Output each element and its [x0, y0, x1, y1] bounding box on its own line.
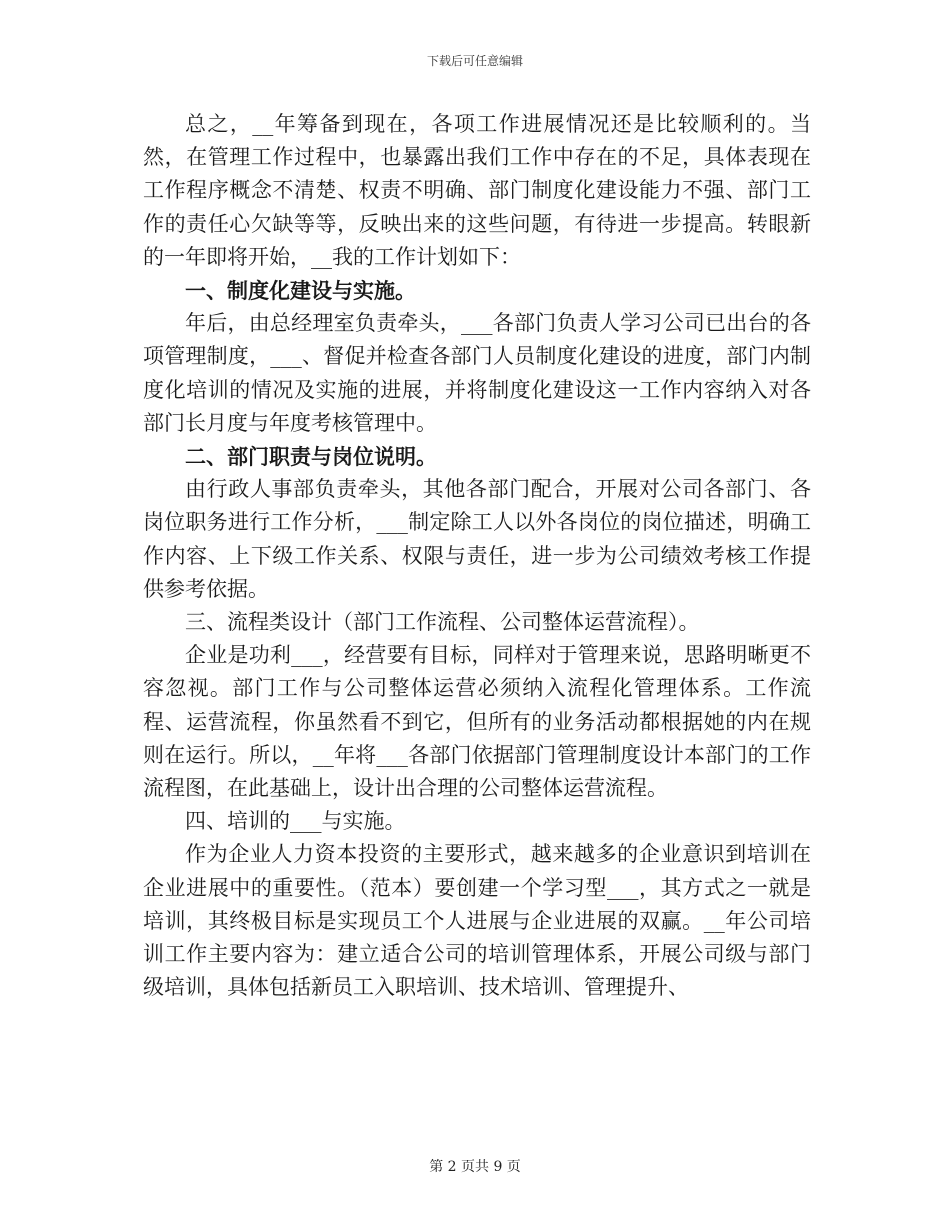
page-number: 第 2 页共 9 页 — [429, 1159, 521, 1175]
paragraph-institution: 年后，由总经理室负责牵头，___各部门负责人学习公司已出台的各项管理制度，___、督促并检查各部门人员制度化建设的进度，部门内制度化培训的情况及实施的进展，并将制度化建设这一工作内容纳入对各部门长月度与年度考核管理中。 — [143, 311, 811, 435]
document-body — [143, 108, 811, 1004]
paragraph-training: 作为企业人力资本投资的主要形式，越来越多的企业意识到培训在企业进展中的重要性。（范本）要创建一个学习型___，其方式之一就是培训，其终极目标是实现员工个人进展与企业进展的双赢。__年公司培训工作主要内容为：建立适合公司的培训管理体系，开展公司级与部门级培训，具体包括新员工入职培训、技术培训、管理提升、 — [143, 842, 811, 1000]
page-header: 下载后可任意编辑 — [426, 54, 523, 68]
section-heading-3: 三、流程类设计（部门工作流程、公司整体运营流程）。 — [185, 610, 700, 635]
section-heading-4: 四、培训的___与实施。 — [185, 809, 406, 834]
paragraph-process: 企业是功利___，经营要有目标，同样对于管理来说，思路明晰更不容忽视。部门工作与公司整体运营必须纳入流程化管理体系。工作流程、运营流程，你虽然看不到它，但所有的业务活动都根据她的内在规则在运行。所以，__年将___各部门依据部门管理制度设计本部门的工作流程图，在此基础上，设计出合理的公司整体运营流程。 — [143, 643, 811, 801]
paragraph-duties: 由行政人事部负责牵头，其他各部门配合，开展对公司各部门、各岗位职务进行工作分析，___制定除工人以外各岗位的岗位描述，明确工作内容、上下级工作关系、权限与责任，进一步为公司绩效考核工作提供参考依据。 — [143, 477, 811, 601]
section-heading-1: 一、制度化建设与实施。 — [185, 278, 416, 304]
section-heading-2: 二、部门职责与岗位说明。 — [185, 444, 437, 470]
paragraph-summary: 总之，__年筹备到现在，各项工作进展情况还是比较顺利的。当然，在管理工作过程中，也暴露出我们工作中存在的不足，具体表现在工作程序概念不清楚、权责不明确、部门制度化建设能力不强、部门工作的责任心欠缺等等，反映出来的这些问题，有待进一步提高。转眼新的一年即将开始，__我的工作计划如下： — [143, 112, 811, 269]
